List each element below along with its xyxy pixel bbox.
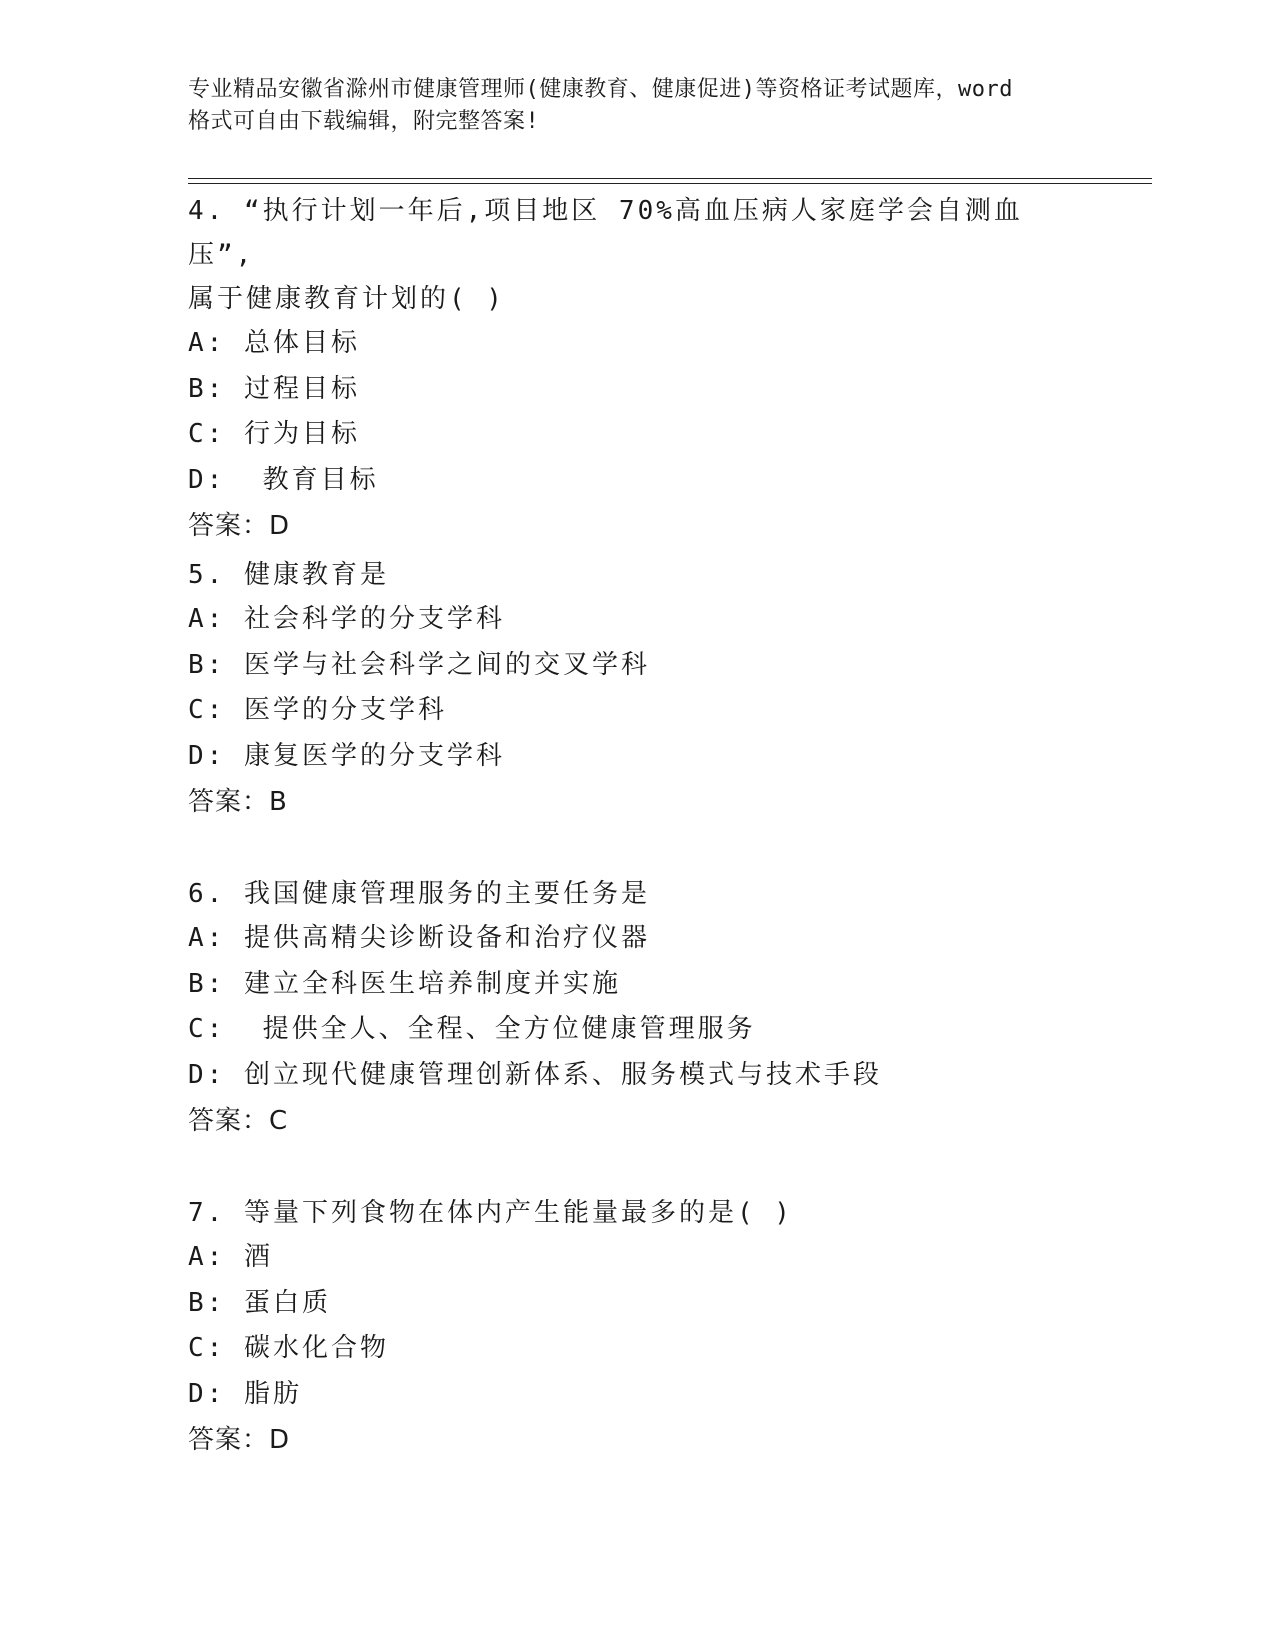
option-b: B: 建立全科医生培养制度并实施 [188,968,621,999]
option-c: C: 提供全人、全程、全方位健康管理服务 [188,1014,756,1045]
option-a: A: 总体目标 [188,328,360,358]
option-b: B: 过程目标 [188,373,360,404]
option-c: C: 医学的分支学科 [188,695,447,726]
option-a: A: 社会科学的分支学科 [188,604,505,634]
question-stem: 6. 我国健康管理服务的主要任务是 [188,879,650,909]
document-header [188,74,1088,138]
option-d: D: 教育目标 [188,464,379,495]
option-b: B: 医学与社会科学之间的交叉学科 [188,649,650,680]
option-a: A: 提供高精尖诊断设备和治疗仪器 [188,923,650,953]
question-4 [188,189,1088,549]
header-divider-bottom [188,183,1152,184]
question-stem-continued: 属于健康教育计划的( ) [188,284,505,314]
option-d: D: 脂肪 [188,1378,302,1409]
answer: 答案：B [188,787,288,818]
question-stem: 4. “执行计划一年后,项目地区 70%高血压病人家庭学会自测血压”, [188,196,1023,270]
option-d: D: 康复医学的分支学科 [188,740,505,771]
option-d: D: 创立现代健康管理创新体系、服务模式与技术手段 [188,1059,882,1090]
answer: 答案：D [188,511,291,542]
header-line-1: 专业精品安徽省滁州市健康管理师(健康教育、健康促进)等资格证考试题库，word [188,77,1013,102]
option-a: A: 酒 [188,1242,273,1272]
question-stem: 5. 健康教育是 [188,560,389,590]
option-c: C: 行为目标 [188,419,360,450]
question-5 [188,553,1088,825]
question-6 [188,872,1088,1144]
header-line-2: 格式可自由下载编辑，附完整答案! [188,109,540,134]
header-divider-top [188,178,1152,179]
option-c: C: 碳水化合物 [188,1333,389,1364]
answer: 答案：D [188,1425,291,1456]
option-b: B: 蛋白质 [188,1287,331,1318]
question-stem: 7. 等量下列食物在体内产生能量最多的是( ) [188,1198,793,1228]
answer: 答案：C [188,1106,289,1137]
question-7 [188,1191,1088,1463]
